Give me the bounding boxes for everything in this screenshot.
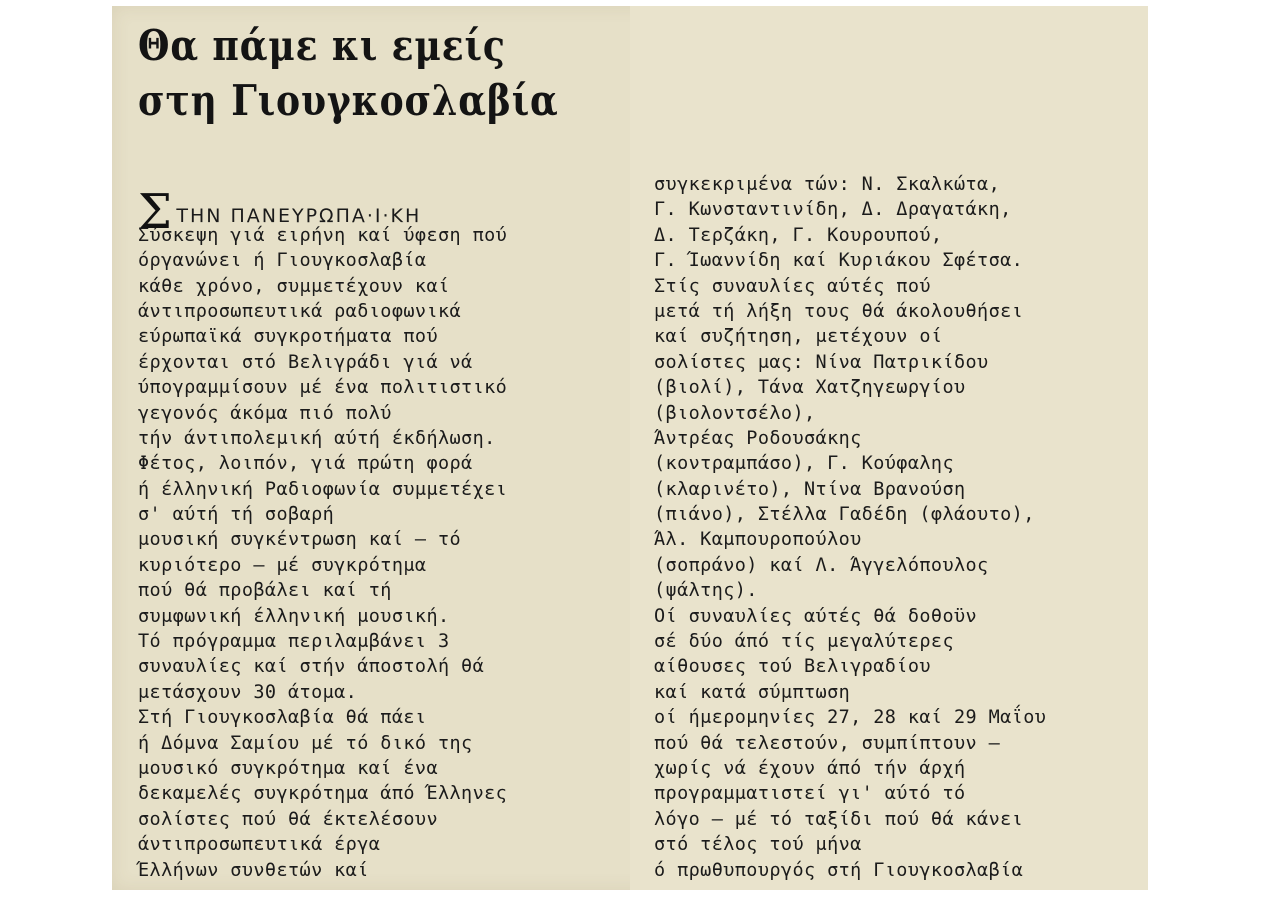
- text-line: σέ δύο άπό τίς μεγαλύτερες: [654, 631, 954, 653]
- text-line: όργανώνει ή Γιουγκοσλαβία: [138, 250, 427, 272]
- text-line: ύπογραμμίσουν μέ ένα πολιτιστικό: [138, 377, 508, 399]
- text-line: εύρωπαϊκά συγκροτήματα πού: [138, 326, 438, 348]
- text-line: οί ήμερομηνίες 27, 28 καί 29 Μαΐου: [654, 707, 1047, 729]
- text-line: προγραμματιστεί γι' αύτό τό: [654, 783, 966, 805]
- text-line: Στίς συναυλίες αύτές πού: [654, 275, 931, 297]
- text-line: σολίστες μας: Νίνα Πατρικίδου: [654, 351, 989, 373]
- text-line: ό πρωθυπουργός στή Γιουγκοσλαβία: [654, 859, 1024, 881]
- dropcap-rest: ΤΗΝ ΠΑΝΕΥΡΩΠΑ·Ι·ΚΗ: [176, 205, 422, 228]
- text-line: χωρίς νά έχουν άπό τήν άρχή: [654, 757, 966, 779]
- text-line: δεκαμελές συγκρότημα άπό Έλληνες: [138, 783, 508, 805]
- text-line: μουσικό συγκρότημα καί ένα: [138, 757, 438, 779]
- text-line: Άλ. Καμπουροπούλου: [654, 529, 862, 551]
- text-line: στό τέλος τού μήνα: [654, 834, 862, 856]
- text-line: Οί συναυλίες αύτές θά δοθοϋν: [654, 605, 978, 627]
- text-line: Στή Γιουγκοσλαβία θά πάει: [138, 707, 427, 729]
- text-line: γεγονός άκόμα πιό πολύ: [138, 402, 392, 424]
- text-line: (κοντραμπάσο), Γ. Κούφαλης: [654, 453, 954, 475]
- text-line: τήν άντιπολεμική αύτή έκδήλωση.: [138, 427, 496, 449]
- text-line: Γ. Ίωαννίδη καί Κυριάκου Σφέτσα.: [654, 250, 1024, 272]
- headline-line-1: Θα πάμε κι εμείς: [138, 21, 506, 70]
- text-line: (βιολί), Τάνα Χατζηγεωργίου: [654, 377, 966, 399]
- text-line: Τό πρόγραμμα περιλαμβάνει 3: [138, 631, 450, 653]
- text-line: Γ. Κωνσταντινίδη, Δ. Δραγατάκη,: [654, 199, 1012, 221]
- text-line: (σοπράνο) καί Λ. Άγγελόπουλος: [654, 554, 989, 576]
- text-line: (ψάλτης).: [654, 580, 758, 602]
- text-line: (βιολοντσέλο),: [654, 402, 816, 424]
- text-line: αίθουσες τού Βελιγραδίου: [654, 656, 931, 678]
- text-line: σολίστες πού θά έκτελέσουν: [138, 808, 438, 830]
- text-line: κάθε χρόνο, συμμετέχουν καί: [138, 275, 450, 297]
- text-line: Έλλήνων συνθετών καί: [138, 859, 369, 881]
- text-line: πού θά προβάλει καί τή: [138, 580, 392, 602]
- text-line: Σύσκεψη γιά ειρήνη καί ύφεση πού: [138, 224, 508, 246]
- dropcap-letter: Σ: [138, 184, 173, 241]
- text-line: Φέτος, λοιπόν, γιά πρώτη φορά: [138, 453, 473, 475]
- headline-line-2: στη Γιουγκοσλαβία: [138, 76, 559, 125]
- text-line: συναυλίες καί στήν άποστολή θά: [138, 656, 485, 678]
- text-line: μουσική συγκέντρωση καί — τό: [138, 529, 462, 551]
- text-line: (κλαρινέτο), Ντίνα Βρανούση: [654, 478, 966, 500]
- text-line: κυριότερο — μέ συγκρότημα: [138, 554, 427, 576]
- text-line: Δ. Τερζάκη, Γ. Κουρουπού,: [654, 224, 943, 246]
- text-line: έρχονται στό Βελιγράδι γιά νά: [138, 351, 473, 373]
- left-column-text: [138, 223, 507, 883]
- text-line: (πιάνο), Στέλλα Γαδέδη (φλάουτο),: [654, 504, 1035, 526]
- text-line: μετάσχουν 30 άτομα.: [138, 681, 358, 703]
- text-line: πού θά τελεστούν, συμπίπτουν —: [654, 732, 1001, 754]
- text-line: ή Δόμνα Σαμίου μέ τό δικό της: [138, 732, 473, 754]
- text-line: συγκεκριμένα τών: Ν. Σκαλκώτα,: [654, 174, 1001, 195]
- text-line: Άντρέας Ροδουσάκης: [654, 427, 862, 449]
- headline: [138, 18, 559, 128]
- text-line: συμφωνική έλληνική μουσική.: [138, 605, 450, 627]
- right-column-text: [654, 172, 1046, 883]
- text-line: ή έλληνική Ραδιοφωνία συμμετέχει: [138, 478, 508, 500]
- left-column: [138, 172, 507, 883]
- right-column: [654, 172, 1046, 883]
- text-line: καί κατά σύμπτωση: [654, 681, 851, 703]
- text-line: σ' αύτή τή σοβαρή: [138, 504, 335, 526]
- dropcap-line: [138, 172, 507, 197]
- text-line: καί συζήτηση, μετέχουν οί: [654, 326, 943, 348]
- text-line: άντιπροσωπευτικά έργα: [138, 834, 381, 856]
- text-line: μετά τή λήξη τους θά άκολουθήσει: [654, 300, 1024, 322]
- text-line: λόγο — μέ τό ταξίδι πού θά κάνει: [654, 808, 1024, 830]
- text-line: άντιπροσωπευτικά ραδιοφωνικά: [138, 300, 462, 322]
